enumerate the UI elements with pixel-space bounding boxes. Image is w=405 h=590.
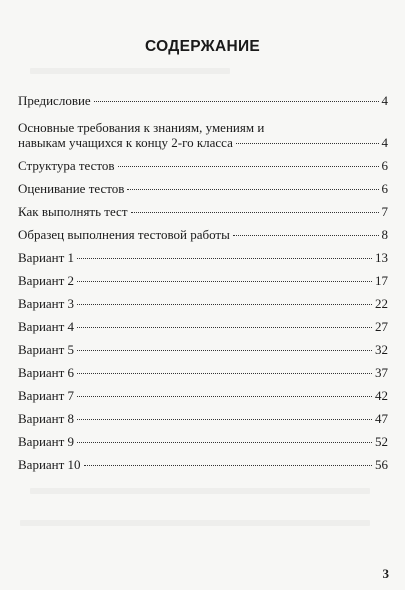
toc-entry[interactable] (18, 342, 388, 357)
toc-entry-label: Вариант 9 (18, 434, 75, 449)
toc-entry-label: Структура тестов (18, 158, 115, 173)
leader-dots (118, 166, 379, 167)
leader-dots (94, 101, 379, 102)
leader-dots (236, 143, 379, 144)
toc-entry-label-line1: Основные требования к знаниям, умениям и (18, 120, 265, 135)
leader-dots (127, 189, 378, 190)
toc-entry[interactable] (18, 227, 388, 242)
leader-dots (233, 235, 379, 236)
toc-entry-page: 47 (375, 411, 388, 426)
toc-entry[interactable] (18, 365, 388, 380)
toc-entry-label: Вариант 1 (18, 250, 75, 265)
toc-entry[interactable] (18, 204, 388, 219)
toc-entry-page: 37 (375, 365, 388, 380)
page-number: 3 (382, 566, 389, 581)
toc-entry-label: Образец выполнения тестовой работы (18, 227, 230, 242)
show-through-mark (20, 520, 370, 526)
toc-entry-label: Вариант 7 (18, 388, 75, 403)
toc-entry-label: Предисловие (18, 93, 91, 108)
toc-entry-page: 42 (375, 388, 388, 403)
toc-entry-page: 4 (381, 135, 388, 150)
toc-entry-page: 52 (375, 434, 388, 449)
show-through-mark (30, 68, 230, 74)
toc-entry-label: Вариант 3 (18, 296, 75, 311)
toc-entry-label: Оценивание тестов (18, 181, 125, 196)
toc-entry-page: 6 (381, 181, 388, 196)
toc-entry-label: Как выполнять тест (18, 204, 128, 219)
toc-entry-label: Вариант 10 (18, 457, 81, 472)
leader-dots (77, 419, 372, 420)
toc-entry[interactable] (18, 434, 388, 449)
toc-entry-page: 17 (375, 273, 388, 288)
toc-entry-page: 13 (375, 250, 388, 265)
leader-dots (77, 327, 372, 328)
toc-entry[interactable] (18, 273, 388, 288)
page-title: СОДЕРЖАНИЕ (144, 38, 261, 55)
toc-entry[interactable] (18, 93, 388, 108)
toc-entry[interactable] (18, 250, 388, 265)
toc-entry-page: 8 (381, 227, 388, 242)
toc-entry-label: Вариант 8 (18, 411, 75, 426)
leader-dots (131, 212, 379, 213)
toc-entry[interactable] (18, 411, 388, 426)
toc-entry-page: 4 (381, 93, 388, 108)
toc-entry-label: Вариант 4 (18, 319, 75, 334)
leader-dots (77, 396, 372, 397)
leader-dots (77, 373, 372, 374)
toc-entry-page: 7 (381, 204, 388, 219)
toc-entry-page: 56 (375, 457, 388, 472)
toc-entry[interactable] (18, 296, 388, 311)
toc-entry[interactable] (18, 388, 388, 403)
leader-dots (77, 281, 372, 282)
toc-entry[interactable] (18, 158, 388, 173)
leader-dots (77, 304, 372, 305)
toc-entry-page: 32 (375, 342, 388, 357)
toc-entry-label: навыкам учащихся к концу 2-го класса (18, 135, 233, 150)
show-through-mark (30, 488, 370, 494)
table-of-contents (18, 93, 388, 480)
leader-dots (77, 350, 372, 351)
toc-entry-label: Вариант 5 (18, 342, 75, 357)
toc-entry[interactable] (18, 319, 388, 334)
leader-dots (77, 258, 372, 259)
toc-entry[interactable] (18, 457, 388, 472)
leader-dots (84, 465, 372, 466)
toc-entry-label: Вариант 6 (18, 365, 75, 380)
toc-entry-label: Вариант 2 (18, 273, 75, 288)
toc-entry[interactable] (18, 120, 388, 150)
toc-entry[interactable] (18, 181, 388, 196)
toc-entry-page: 22 (375, 296, 388, 311)
leader-dots (77, 442, 372, 443)
toc-entry-page: 27 (375, 319, 388, 334)
toc-entry-page: 6 (381, 158, 388, 173)
